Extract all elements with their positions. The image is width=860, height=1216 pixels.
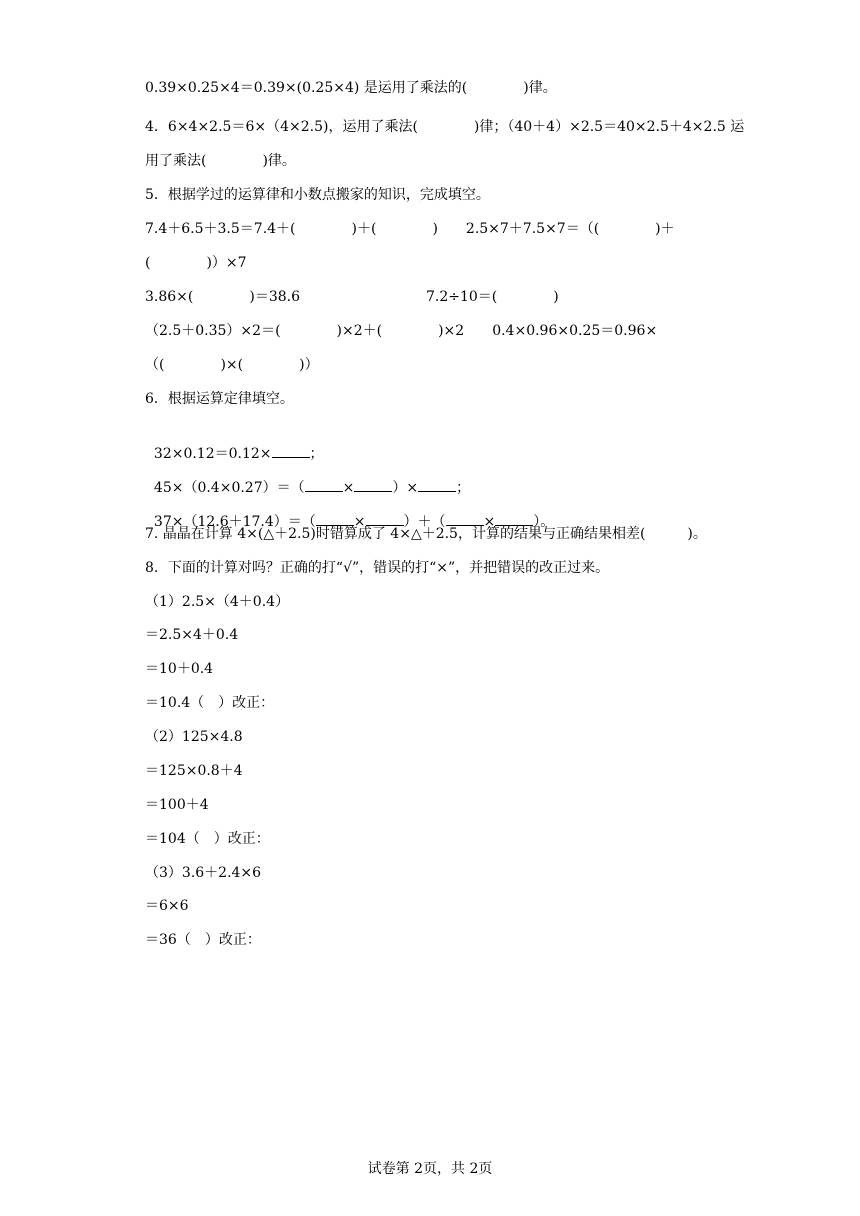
line-q5-row1-cont: ( )）×7: [145, 255, 247, 271]
line-q5-row1: 7.4＋6.5＋3.5＝7.4＋( )＋( ) 2.5×7＋7.5×7＝（( )＋: [145, 221, 675, 237]
line-q5-row3-cont: （( )×( )）: [145, 357, 319, 373]
line-q7: 7. 晶晶在计算 4×(△＋2.5)时错算成了 4×△＋2.5，计算的结果与正确结果相差( )。: [145, 526, 707, 542]
q6-2-end: ；: [456, 480, 471, 496]
q6-3-plus: ）＋（: [403, 514, 446, 530]
line-q5-row3: （2.5＋0.35）×2＝( )×2＋( )×2 0.4×0.96×0.25＝0.96×: [145, 323, 658, 339]
page-footer: 试卷第 2页，共 2页: [367, 1161, 493, 1177]
line-q4-part1: 4．6×4×2.5＝6×（4×2.5)，运用了乘法( )律；（40＋4）×2.5＝40×2.5＋4×2.5 运: [145, 119, 745, 135]
line-q8-3-result: ＝36（ ）改正：: [145, 932, 261, 948]
line-q8-1-result: ＝10.4（ ）改正：: [145, 695, 275, 711]
line-q8-1-step2: ＝10＋0.4: [145, 661, 214, 677]
q6-1-end: ；: [309, 446, 324, 462]
line-q4-part2: 用了乘法( )律。: [145, 153, 296, 169]
q6-3-text: 37×（12.6＋17.4）＝（: [153, 514, 316, 530]
line-q3-stem: 0.39×0.25×4＝0.39×(0.25×4) 是运用了乘法的( )律。: [145, 80, 557, 96]
line-q8-2-step2: ＝100＋4: [145, 797, 209, 813]
answer-blank[interactable]: [305, 477, 343, 492]
line-q8-2-step1: ＝125×0.8＋4: [145, 763, 243, 779]
line-q8-1-step1: ＝2.5×4＋0.4: [145, 627, 239, 643]
line-q8-stem: 8．下面的计算对吗？正确的打“√”，错误的打“×”，并把错误的改正过来。: [145, 560, 610, 576]
q6-3-end: ）。: [533, 514, 555, 530]
q6-2-close: ）×: [392, 480, 419, 496]
answer-blank[interactable]: [272, 443, 310, 458]
line-q8-2-expr: （2）125×4.8: [145, 729, 243, 745]
q6-2-times: ×: [342, 480, 355, 496]
line-q8-3-step1: ＝6×6: [145, 898, 189, 914]
line-q8-2-result: ＝104（ ）改正：: [145, 831, 270, 847]
q6-3-times2: ×: [483, 514, 496, 530]
line-q8-3-expr: （3）3.6＋2.4×6: [145, 865, 262, 881]
line-q5-row2: 3.86×( )＝38.6 7.2÷10＝( ): [145, 289, 559, 305]
line-q6-stem: 6．根据运算定律填空。: [145, 391, 294, 407]
q6-2-text: 45×（0.4×0.27）＝（: [153, 480, 305, 496]
line-q5-stem: 5．根据学过的运算律和小数点搬家的知识，完成填空。: [145, 187, 490, 203]
answer-blank[interactable]: [418, 477, 456, 492]
q6-3-times1: ×: [353, 514, 366, 530]
line-q8-1-expr: （1）2.5×（4＋0.4）: [145, 594, 290, 610]
answer-blank[interactable]: [354, 477, 392, 492]
q6-1-text: 32×0.12＝0.12×: [153, 446, 272, 462]
